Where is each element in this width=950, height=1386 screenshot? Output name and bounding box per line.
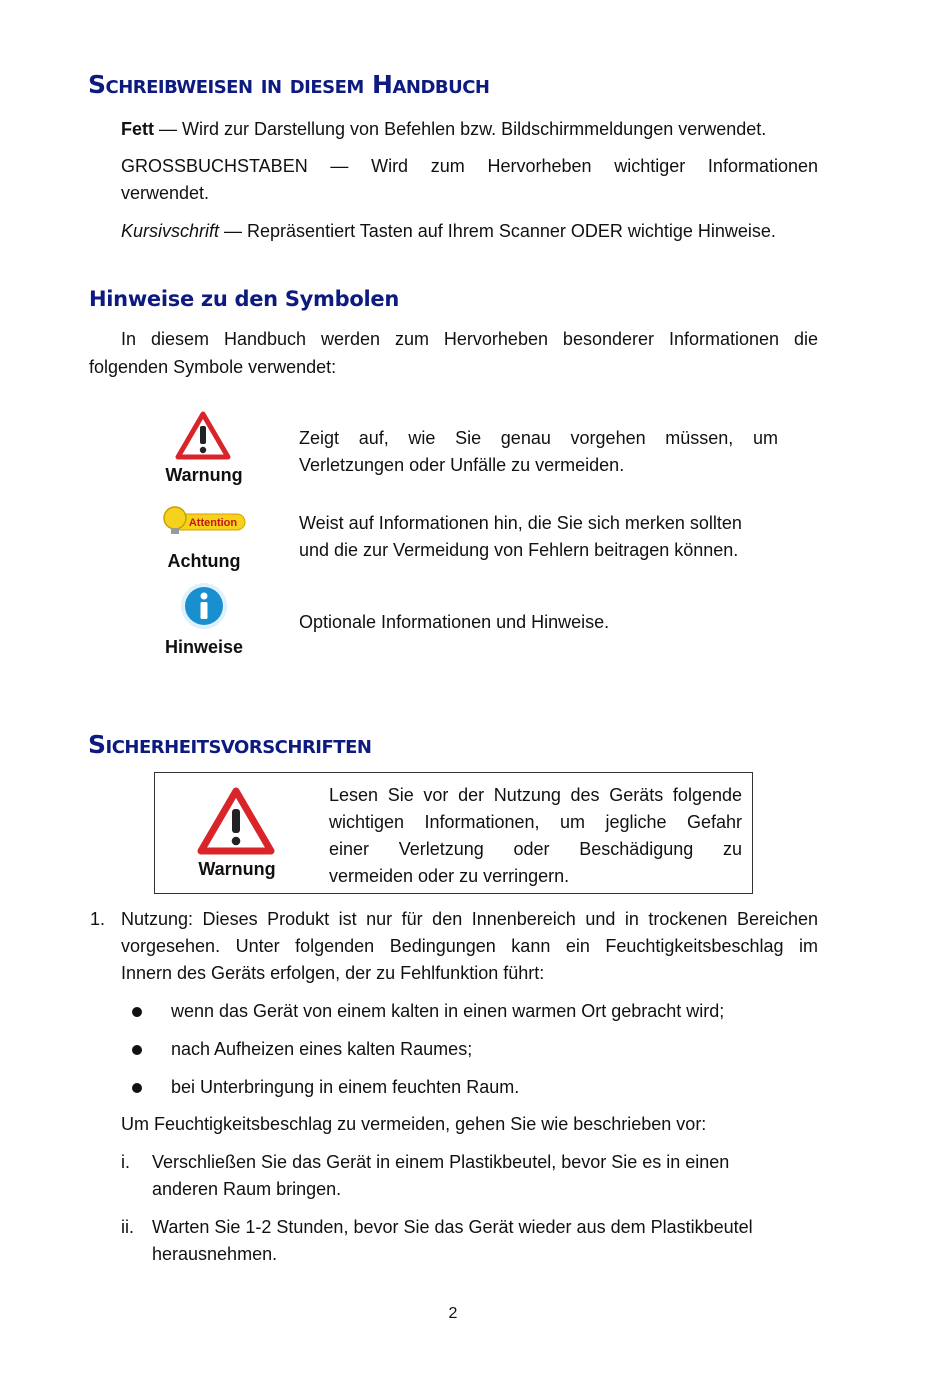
warning-triangle-icon [175,411,231,460]
attention-icon-text: Attention [188,517,238,529]
step-line-2: herausnehmen. [152,1244,278,1264]
warning-box-line-2: wichtigen Informationen, um jegliche Gefahr [329,812,742,832]
symbole-intro-line-2: folgenden Symbole verwendet: [89,357,337,377]
symbol-label-warnung: Warnung [165,465,243,485]
symbol-label-achtung: Achtung [167,551,241,571]
symbol-desc-achtung-line-1: Weist auf Informationen hin, die Sie sich merken sollten [299,513,742,533]
step-line-1: Warten Sie 1-2 Stunden, bevor Sie das Gerät wieder aus dem Plastikbeutel [152,1217,753,1237]
attention-bulb-icon [161,504,247,538]
warning-box-line-1: Lesen Sie vor der Nutzung des Geräts folgende [329,785,742,805]
fett-term: Fett [121,119,154,139]
bullet-dot [132,1045,142,1055]
bullet-item: wenn das Gerät von einem kalten in einen warmen Ort gebracht wird; [171,1001,725,1021]
warning-box-line-4: vermeiden oder zu verringern. [329,866,570,886]
section-title-sicherheit: Sicherheitsvorschriften [88,730,372,759]
item-line-1: Nutzung: Dieses Produkt ist nur für den Innenbereich und in trockenen Bereichen [121,909,818,929]
step-line-2: anderen Raum bringen. [152,1179,342,1199]
warning-box-label: Warnung [198,859,276,879]
bullet-dot [132,1083,142,1093]
fett-text: — Wird zur Darstellung von Befehlen bzw. Bildschirmmeldungen verwendet. [154,119,767,139]
item-after-text: Um Feuchtigkeitsbeschlag zu vermeiden, gehen Sie wie beschrieben vor: [121,1114,707,1134]
step-number: ii. [121,1217,134,1237]
section-title-schreibweisen: Schreibweisen in diesem Handbuch [88,70,490,99]
page-number: 2 [448,1305,458,1322]
italic-text: — Repräsentiert Tasten auf Ihrem Scanner ODER wichtige Hinweise. [219,221,776,241]
symbol-label-hinweise: Hinweise [164,637,244,657]
symbol-desc-warnung-line-2: Verletzungen oder Unfälle zu vermeiden. [299,455,625,475]
item-number: 1. [90,909,106,929]
item-line-3: Innern des Geräts erfolgen, der zu Fehlfunktion führt: [121,963,545,983]
symbole-intro-line-1: In diesem Handbuch werden zum Hervorheben besonderer Informationen die [121,329,818,349]
fett-paragraph [121,116,821,143]
bullet-item: bei Unterbringung in einem feuchten Raum. [171,1077,520,1097]
symbol-desc-warnung-line-1: Zeigt auf, wie Sie genau vorgehen müssen, um [299,428,778,448]
warning-box-triangle-icon [197,787,275,855]
warning-box [154,772,753,894]
step-number: i. [121,1152,130,1172]
caps-line-2: verwendet. [121,183,210,203]
item-line-2: vorgesehen. Unter folgenden Bedingungen kann ein Feuchtigkeitsbeschlag im [121,936,818,956]
italic-paragraph [121,218,821,245]
bullet-item: nach Aufheizen eines kalten Raumes; [171,1039,473,1059]
info-icon [180,582,228,630]
symbol-desc-hinweise: Optionale Informationen und Hinweise. [299,612,610,632]
step-line-1: Verschließen Sie das Gerät in einem Plastikbeutel, bevor Sie es in einen [152,1152,730,1172]
bullet-dot [132,1007,142,1017]
symbol-desc-achtung-line-2: und die zur Vermeidung von Fehlern beitragen können. [299,540,739,560]
warning-box-line-3: einer Verletzung oder Beschädigung zu [329,839,742,859]
caps-line-1: GROSSBUCHSTABEN — Wird zum Hervorheben wichtiger Informationen [121,156,818,176]
italic-term: Kursivschrift [121,221,220,241]
section-title-symbole: Hinweise zu den Symbolen [89,287,399,311]
